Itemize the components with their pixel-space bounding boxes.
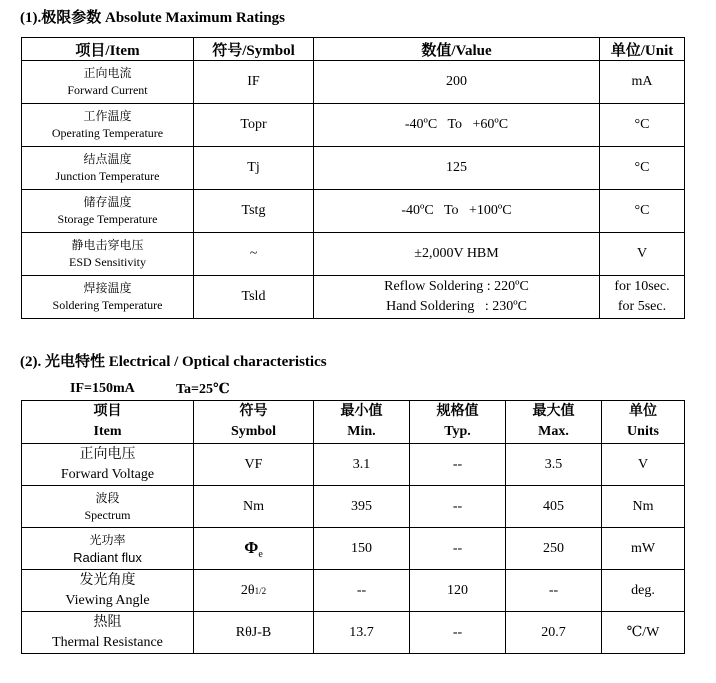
- unit-cell: V: [600, 233, 685, 276]
- typ-cell: --: [410, 528, 506, 570]
- item-en: Junction Temperature: [55, 169, 160, 183]
- item-cn: 工作温度: [83, 109, 132, 123]
- unit-line-hand: for 5sec.: [617, 299, 667, 314]
- min-cell: 13.7: [314, 612, 410, 654]
- table-row: [22, 233, 685, 276]
- symbol-sub: e: [258, 548, 263, 560]
- header-item: 项目/Item: [22, 38, 194, 61]
- header-cn: 规格值: [436, 404, 479, 419]
- symbol-cell: Topr: [194, 104, 314, 147]
- item-cell: [22, 233, 194, 276]
- header-max: [506, 401, 602, 444]
- symbol-main: 2θ: [240, 582, 255, 598]
- item-cn: 光功率: [89, 532, 126, 547]
- item-en: Forward Voltage: [60, 466, 155, 482]
- item-cell: [22, 612, 194, 654]
- item-cell: [22, 61, 194, 104]
- item-cell: [22, 104, 194, 147]
- table-header-row: [22, 38, 685, 61]
- item-cn: 正向电流: [83, 66, 132, 80]
- header-min: [314, 401, 410, 444]
- symbol-cell: Tstg: [194, 190, 314, 233]
- value-cell: 200: [314, 61, 600, 104]
- item-en: Spectrum: [84, 507, 131, 522]
- table-row: [22, 444, 685, 486]
- table-row: [22, 528, 685, 570]
- item-en: Storage Temperature: [57, 212, 158, 226]
- item-en: Soldering Temperature: [52, 298, 163, 312]
- unit-cell: mA: [600, 61, 685, 104]
- unit-cell: mW: [602, 528, 685, 570]
- unit-cell: °C: [600, 104, 685, 147]
- header-units: [602, 401, 685, 444]
- min-cell: 150: [314, 528, 410, 570]
- unit-cell: °C: [600, 147, 685, 190]
- item-cell: [22, 190, 194, 233]
- value-line-reflow: Reflow Soldering : 220ºC: [384, 279, 529, 294]
- symbol-cell: Tsld: [194, 276, 314, 319]
- header-unit: 单位/Unit: [600, 38, 685, 61]
- unit-cell: V: [602, 444, 685, 486]
- value-cell: -40ºC To +100ºC: [314, 190, 600, 233]
- table-row: [22, 486, 685, 528]
- min-cell: --: [314, 570, 410, 612]
- unit-cell: ℃/W: [602, 612, 685, 654]
- symbol-cell: RθJ-B: [194, 612, 314, 654]
- table-row: [22, 147, 685, 190]
- item-cell: [22, 570, 194, 612]
- table-row: [22, 570, 685, 612]
- table-row: [22, 612, 685, 654]
- item-cn: 波段: [95, 490, 120, 505]
- header-en: Item: [93, 424, 122, 439]
- item-cell: [22, 444, 194, 486]
- unit-line-reflow: for 10sec.: [614, 279, 670, 294]
- electrical-optical-table: [21, 400, 685, 654]
- symbol-cell: [194, 528, 314, 570]
- unit-cell: Nm: [602, 486, 685, 528]
- table-header-row: [22, 401, 685, 444]
- value-cell: [314, 276, 600, 319]
- item-cell: [22, 147, 194, 190]
- value-line-hand: Hand Soldering : 230ºC: [386, 299, 527, 314]
- symbol-cell: IF: [194, 61, 314, 104]
- value-cell: ±2,000V HBM: [314, 233, 600, 276]
- item-cn: 热阻: [93, 614, 122, 630]
- symbol-sub: 1/2: [254, 585, 267, 596]
- typ-cell: --: [410, 486, 506, 528]
- header-en: Units: [627, 424, 659, 439]
- min-cell: 395: [314, 486, 410, 528]
- symbol-cell: ~: [194, 233, 314, 276]
- item-en: Operating Temperature: [51, 126, 164, 140]
- typ-cell: --: [410, 444, 506, 486]
- item-cn: 焊接温度: [83, 281, 132, 295]
- item-en: ESD Sensitivity: [68, 255, 146, 269]
- max-cell: 20.7: [506, 612, 602, 654]
- item-en: Thermal Resistance: [52, 634, 163, 650]
- header-symbol: 符号/Symbol: [194, 38, 314, 61]
- header-item: [22, 401, 194, 444]
- item-en: Forward Current: [67, 83, 148, 97]
- table-row: [22, 190, 685, 233]
- symbol-cell: [194, 570, 314, 612]
- absolute-maximum-ratings-table: [21, 37, 685, 319]
- symbol-cell: VF: [194, 444, 314, 486]
- item-cell: [22, 528, 194, 570]
- table-row: [22, 104, 685, 147]
- header-cn: 单位: [629, 404, 657, 419]
- table-row: [22, 276, 685, 319]
- item-cn: 正向电压: [79, 446, 136, 462]
- max-cell: 3.5: [506, 444, 602, 486]
- item-cn: 结点温度: [83, 152, 132, 166]
- header-symbol: [194, 401, 314, 444]
- typ-cell: --: [410, 612, 506, 654]
- value-cell: 125: [314, 147, 600, 190]
- header-value: 数值/Value: [314, 38, 600, 61]
- max-cell: 405: [506, 486, 602, 528]
- condition-if: IF=150mA: [70, 381, 135, 396]
- section2-title: (2). 光电特性 Electrical / Optical characteristics: [20, 354, 327, 370]
- condition-ta: Ta=25℃: [176, 382, 230, 397]
- item-cell: [22, 486, 194, 528]
- header-cn: 符号: [239, 404, 268, 419]
- header-en: Typ.: [444, 424, 471, 439]
- header-cn: 项目: [93, 404, 122, 419]
- header-en: Min.: [347, 424, 376, 439]
- header-en: Symbol: [230, 424, 277, 439]
- unit-cell: [600, 276, 685, 319]
- value-cell: -40ºC To +60ºC: [314, 104, 600, 147]
- item-cell: [22, 276, 194, 319]
- min-cell: 3.1: [314, 444, 410, 486]
- item-cn: 储存温度: [83, 195, 132, 209]
- header-en: Max.: [538, 424, 569, 439]
- symbol-cell: Tj: [194, 147, 314, 190]
- symbol-cell: Nm: [194, 486, 314, 528]
- item-en: Radiant flux: [73, 549, 142, 565]
- item-cn: 静电击穿电压: [71, 238, 144, 252]
- max-cell: --: [506, 570, 602, 612]
- symbol-main: Φ: [244, 537, 259, 557]
- item-cn: 发光角度: [79, 572, 136, 588]
- header-cn: 最大值: [532, 404, 575, 419]
- item-en: Viewing Angle: [65, 592, 150, 608]
- section1-title: (1).极限参数 Absolute Maximum Ratings: [20, 10, 285, 26]
- typ-cell: 120: [410, 570, 506, 612]
- unit-cell: deg.: [602, 570, 685, 612]
- unit-cell: °C: [600, 190, 685, 233]
- header-typ: [410, 401, 506, 444]
- table-row: [22, 61, 685, 104]
- header-cn: 最小值: [340, 404, 383, 419]
- max-cell: 250: [506, 528, 602, 570]
